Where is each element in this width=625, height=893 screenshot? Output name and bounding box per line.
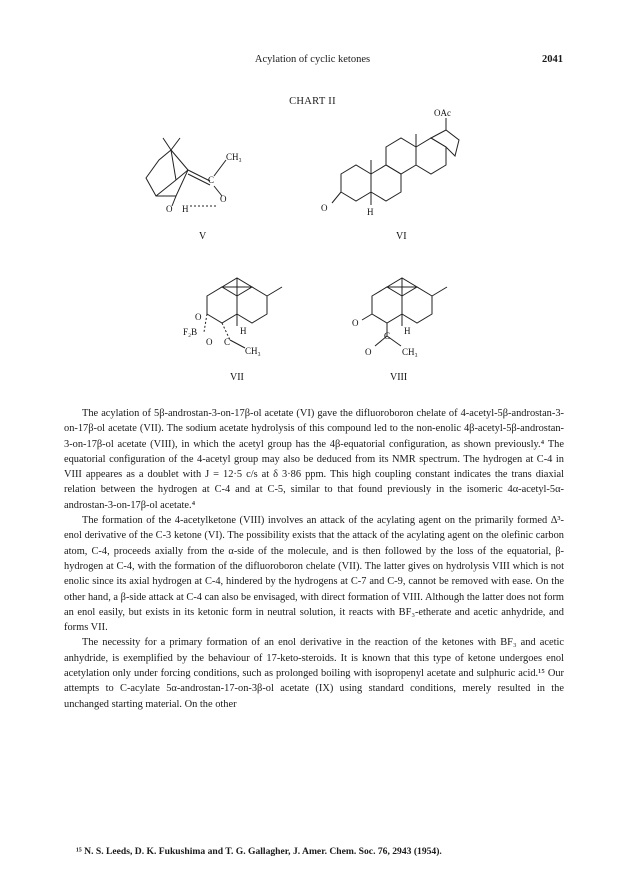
structure-vi-oac: OAc [434,108,451,118]
structure-vii [183,278,282,383]
structure-vii-f2b: F₂B [183,327,198,337]
structure-viii-h: H [404,326,411,336]
structure-vi-o: O [321,203,328,213]
structure-vii-o-bottom: O [206,337,213,347]
structure-vii-ch3: CH₃ [245,346,261,356]
structure-vii-c: C [224,337,231,347]
chart-title: CHART II [289,96,336,107]
structure-vii-h: H [240,326,247,336]
structure-v [146,138,242,242]
structure-v-o-ring: O [220,194,227,204]
structure-viii-label: VIII [390,372,408,383]
structure-v-label: V [199,231,207,242]
structure-viii [352,278,447,383]
body-text [64,406,564,712]
structure-viii-c: C [384,331,391,341]
structure-viii-ch3: CH₃ [402,347,418,357]
structure-vi-h: H [367,207,374,217]
structure-v-h: H [182,204,189,214]
structure-vi [321,108,459,242]
structure-vi-label: VI [396,231,407,242]
structure-v-ch3: CH₃ [226,152,242,162]
structure-v-o: O [166,204,173,214]
running-title: Acylation of cyclic ketones [254,54,371,65]
structure-viii-o-bottom: O [365,347,372,357]
structure-vii-o-top: O [195,312,202,322]
paragraph-2: The formation of the 4-acetylketone (VIII) involves an attack of the acylating agent on the primarily formed Δ³-enol derivative of the C-3 ketone (VI). The possibility exists that the attack of the acylating agent on the olefinic carbon atom, C-4, proceeds axially from the α-side of the molecule, and is then followed by the loss of the equatorial, β-hydrogen at C-4, with the formation of the difluoroboron chelate (VII). The latter gives on hydrolysis VIII which is not enolic since its axial hydrogen at C-4, hindered by the hydrogens at C-7 and C-9, cannot be removed with ease. On the other hand, a β-side attack at C-4 can also be envisaged, with direct formation of VIII. Although the latter does not form an enol easily, but exists in its ketonic form in neutral solution, it reacts with BF₃-etherate and acetic anhydride, and forms VII. [64,515,564,634]
structure-vii-label: VII [230,372,244,383]
paragraph-3: The necessity for a primary formation of an enol derivative in the reaction of the ketones with BF₃ and acetic anhydride, is exemplified by the behaviour of 17-keto-steroids. It is known that this type of ketone undergoes enol acetylation only under forcing conditions, such as prolonged boiling with isopropenyl acetate and sulphuric acid.¹⁵ Our attempts to C-acylate 5α-androstan-17-on-3β-ol acetate (IX) using standard conditions, merely resulted in the unchanged starting material. On the other [64,637,564,710]
paragraph-1: The acylation of 5β-androstan-3-on-17β-ol acetate (VI) gave the difluoroboron chelate of 4-acetyl-5β-androstan-3-on-17β-ol acetate (VII). The sodium acetate hydrolysis of this compound led to the non-enolic 4β-acetyl-5β-androstan-3-on-17β-ol acetate (VIII), in which the acetyl group has the 4β-equatorial configuration, as shown previously.⁴ The equatorial configuration of the 4-acetyl group may also be deduced from its NMR spectrum. The hydrogen at C-4 in VIII appeares as a doublet with J = 12·5 c/s at δ 3·86 ppm. This high coupling constant indicates the trans diaxial relation between the hydrogen at C-4 and at C-5, similar to that found previously in the isomeric 4α-acetyl-5α-androstan-3-on-17β-ol acetate.⁴ [64,408,564,511]
footnote: ¹⁵ N. S. Leeds, D. K. Fukushima and T. G. Gallagher, J. Amer. Chem. Soc. 76, 2943 (1954). [76,846,442,857]
structure-v-c: C [208,175,215,185]
structure-viii-o-top: O [352,318,359,328]
page-number: 2041 [542,54,563,65]
